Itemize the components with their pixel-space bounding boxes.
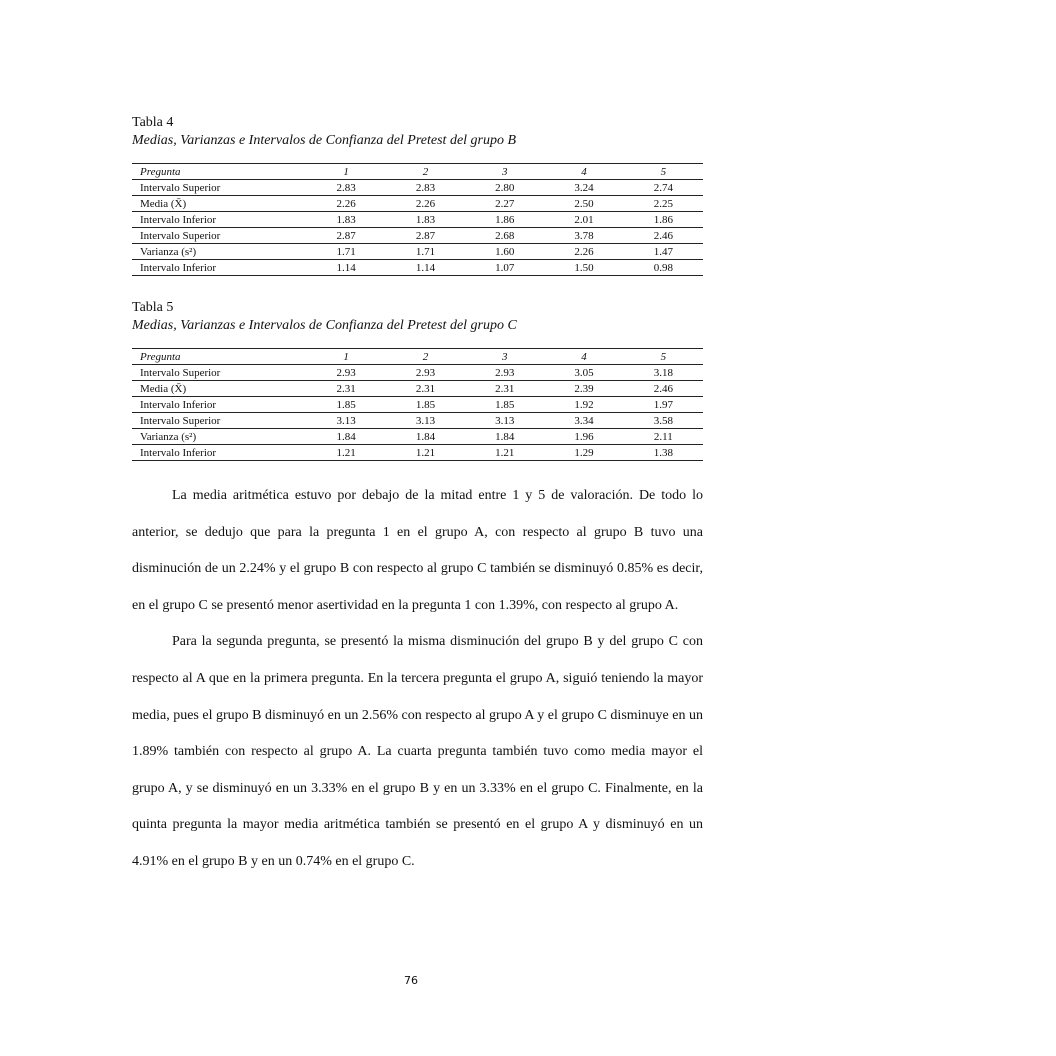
table-row: [132, 429, 703, 445]
table-cell: 2.26: [386, 196, 465, 212]
table-cell: 1.97: [624, 397, 703, 413]
table-header-row: [132, 349, 703, 365]
table-cell: 1.84: [307, 429, 386, 445]
table-cell: 3.13: [307, 413, 386, 429]
table-cell: 1.85: [386, 397, 465, 413]
column-header-5: 5: [624, 164, 703, 180]
table-cell: 3.34: [544, 413, 623, 429]
column-header-pregunta: Pregunta: [132, 164, 307, 180]
table-cell: 1.21: [307, 445, 386, 461]
table-cell: 2.46: [624, 228, 703, 244]
table-cell: 2.39: [544, 381, 623, 397]
column-header-3: 3: [465, 164, 544, 180]
table-cell: 2.26: [544, 244, 623, 260]
table-cell: 1.60: [465, 244, 544, 260]
table-cell: 3.05: [544, 365, 623, 381]
column-header-3: 3: [465, 349, 544, 365]
table-4-label: Tabla 4: [132, 115, 174, 130]
table-cell: 1.38: [624, 445, 703, 461]
column-header-pregunta: Pregunta: [132, 349, 307, 365]
table-cell: 2.46: [624, 381, 703, 397]
row-label: Intervalo Superior: [132, 180, 307, 196]
row-label: Media (X̄): [132, 196, 307, 212]
table-cell: 2.93: [386, 365, 465, 381]
column-header-5: 5: [624, 349, 703, 365]
table-cell: 1.83: [307, 212, 386, 228]
table-cell: 2.31: [307, 381, 386, 397]
table-cell: 1.21: [386, 445, 465, 461]
table-cell: 2.83: [386, 180, 465, 196]
table-cell: 3.58: [624, 413, 703, 429]
table-row: [132, 445, 703, 461]
table-cell: 1.47: [624, 244, 703, 260]
column-header-2: 2: [386, 349, 465, 365]
table-row: [132, 196, 703, 212]
table-cell: 2.50: [544, 196, 623, 212]
row-label: Varianza (s²): [132, 429, 307, 445]
row-label: Intervalo Superior: [132, 413, 307, 429]
paragraph-1: La media aritmética estuvo por debajo de la mitad entre 1 y 5 de valoración. De todo lo anterior, se dedujo que para la pregunta 1 en el grupo A, con respecto al grupo B tuvo una disminución de un 2.24% y el grupo B con respecto al grupo C también se disminuyó 0.85% es decir, en el grupo C se presentó menor asertividad en la pregunta 1 con 1.39%, con respecto al grupo A.: [132, 488, 703, 613]
table-5-label: Tabla 5: [132, 300, 174, 315]
table-row: [132, 260, 703, 276]
table-cell: 1.14: [307, 260, 386, 276]
table-cell: 2.31: [386, 381, 465, 397]
table-cell: 1.96: [544, 429, 623, 445]
paragraph-2: Para la segunda pregunta, se presentó la misma disminución del grupo B y del grupo C con respecto al A que en la primera pregunta. En la tercera pregunta el grupo A, siguió teniendo la mayor media, pues el grupo B disminuyó en un 2.56% con respecto al grupo A y el grupo C disminuye en un 1.89% también con respecto al grupo A. La cuarta pregunta también tuvo como media mayor el grupo A, y se disminuyó en un 3.33% en el grupo B y en un 3.33% en el grupo C. Finalmente, en la quinta pregunta la mayor media aritmética también se presentó en el grupo A y disminuyó en un 4.91% en el grupo B y en un 0.74% en el grupo C.: [132, 634, 703, 869]
column-header-2: 2: [386, 164, 465, 180]
table-cell: 1.86: [624, 212, 703, 228]
table-5: [132, 348, 703, 461]
table-cell: 2.93: [465, 365, 544, 381]
table-cell: 2.11: [624, 429, 703, 445]
table-cell: 2.25: [624, 196, 703, 212]
table-cell: 1.50: [544, 260, 623, 276]
table-cell: 2.26: [307, 196, 386, 212]
row-label: Intervalo Inferior: [132, 445, 307, 461]
row-label: Varianza (s²): [132, 244, 307, 260]
table-cell: 3.78: [544, 228, 623, 244]
row-label: Media (X̄): [132, 381, 307, 397]
column-header-4: 4: [544, 164, 623, 180]
table-row: [132, 180, 703, 196]
table-cell: 1.83: [386, 212, 465, 228]
table-cell: 1.84: [465, 429, 544, 445]
table-cell: 1.84: [386, 429, 465, 445]
table-cell: 0.98: [624, 260, 703, 276]
table-row: [132, 228, 703, 244]
table-cell: 1.21: [465, 445, 544, 461]
table-cell: 2.83: [307, 180, 386, 196]
table-5-caption: Medias, Varianzas e Intervalos de Confianza del Pretest del grupo C: [132, 318, 517, 333]
table-cell: 3.13: [386, 413, 465, 429]
table-cell: 1.29: [544, 445, 623, 461]
table-row: [132, 413, 703, 429]
table-cell: 2.87: [307, 228, 386, 244]
table-row: [132, 381, 703, 397]
table-cell: 1.71: [386, 244, 465, 260]
table-cell: 1.85: [465, 397, 544, 413]
column-header-4: 4: [544, 349, 623, 365]
table-cell: 1.85: [307, 397, 386, 413]
table-cell: 2.01: [544, 212, 623, 228]
table-cell: 2.31: [465, 381, 544, 397]
table-row: [132, 365, 703, 381]
row-label: Intervalo Superior: [132, 228, 307, 244]
table-cell: 2.68: [465, 228, 544, 244]
table-cell: 3.13: [465, 413, 544, 429]
table-cell: 2.80: [465, 180, 544, 196]
table-row: [132, 244, 703, 260]
column-header-1: 1: [307, 349, 386, 365]
row-label: Intervalo Inferior: [132, 397, 307, 413]
table-header-row: [132, 164, 703, 180]
table-5-block: [132, 299, 703, 461]
table-cell: 2.87: [386, 228, 465, 244]
table-cell: 2.93: [307, 365, 386, 381]
table-cell: 1.14: [386, 260, 465, 276]
page-number: 76: [404, 974, 418, 987]
table-cell: 2.74: [624, 180, 703, 196]
table-cell: 3.24: [544, 180, 623, 196]
row-label: Intervalo Superior: [132, 365, 307, 381]
row-label: Intervalo Inferior: [132, 212, 307, 228]
table-cell: 3.18: [624, 365, 703, 381]
table-cell: 1.86: [465, 212, 544, 228]
row-label: Intervalo Inferior: [132, 260, 307, 276]
table-cell: 1.71: [307, 244, 386, 260]
table-4-block: [132, 114, 703, 276]
table-cell: 1.92: [544, 397, 623, 413]
column-header-1: 1: [307, 164, 386, 180]
table-row: [132, 397, 703, 413]
table-cell: 2.27: [465, 196, 544, 212]
table-4-caption: Medias, Varianzas e Intervalos de Confianza del Pretest del grupo B: [132, 133, 517, 148]
table-cell: 1.07: [465, 260, 544, 276]
body-text: [132, 478, 703, 881]
table-row: [132, 212, 703, 228]
table-4: [132, 163, 703, 276]
